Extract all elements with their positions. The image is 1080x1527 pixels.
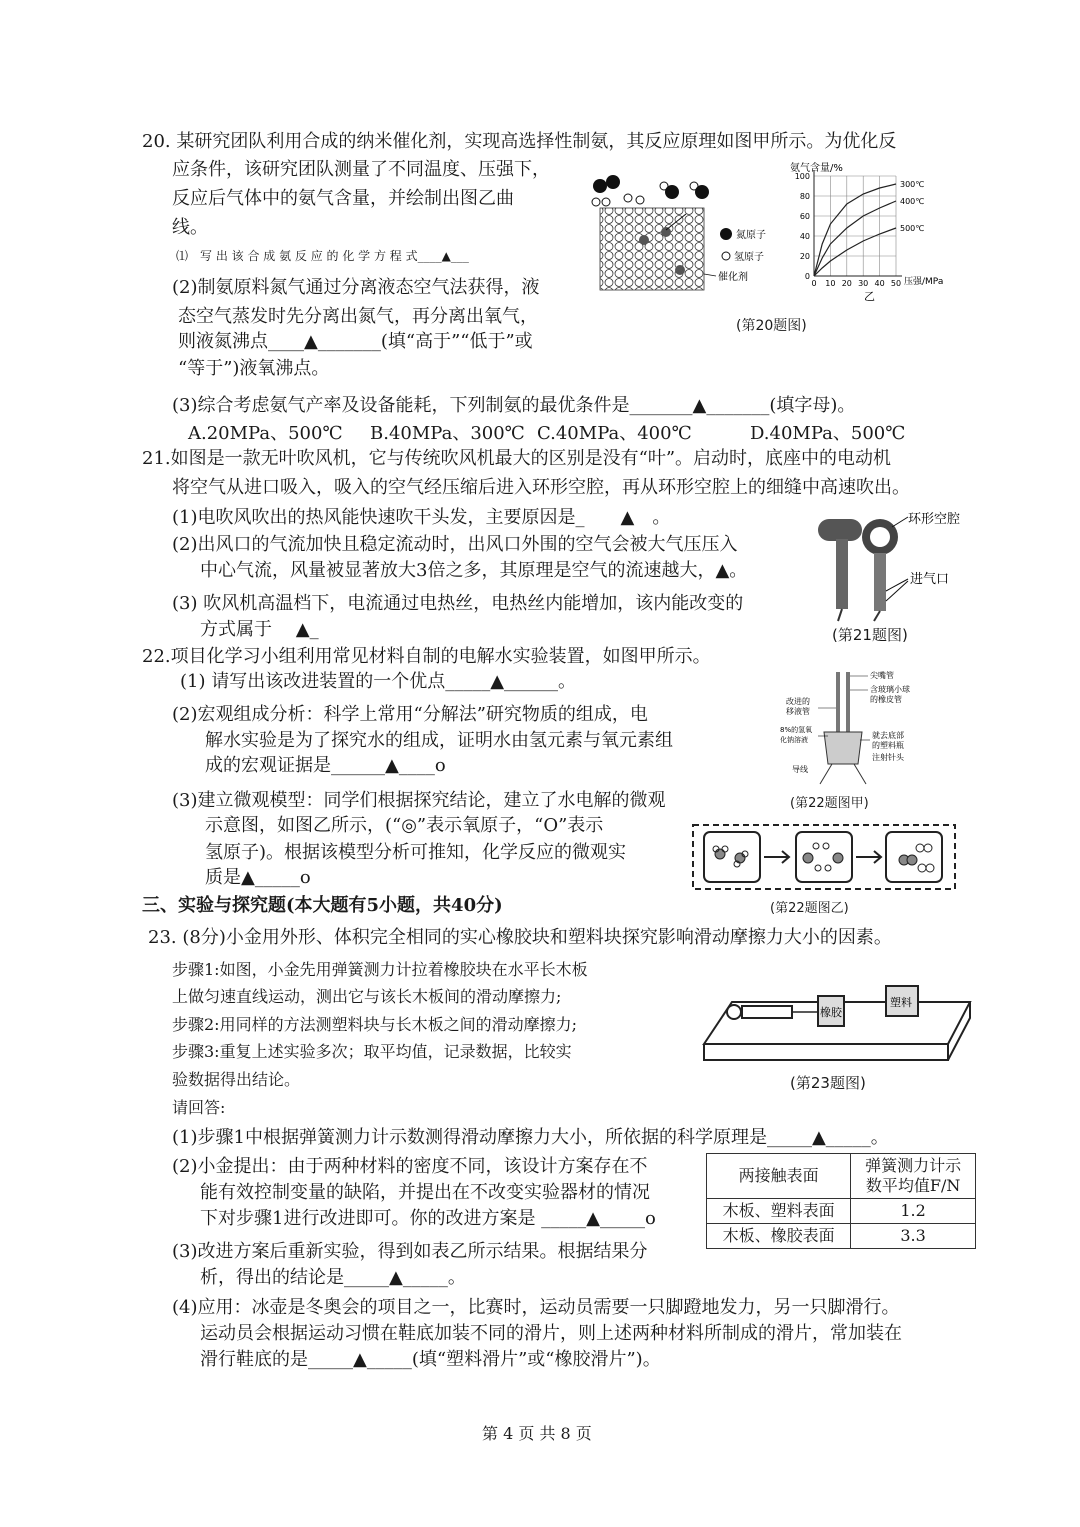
atoms-icon xyxy=(803,843,843,871)
hydrogen-atom-icon xyxy=(660,182,668,190)
catalyst-lattice xyxy=(600,208,704,290)
q20-part3: (3)综合考虑氨气产率及设备能耗，下列制氨的最优条件是_______▲_______(填字母)。 xyxy=(172,395,856,416)
chart-y-tick-label: 0 xyxy=(804,272,810,281)
q23-part2-line1: (2)小金提出：由于两种材料的密度不同，该设计方案存在不 xyxy=(172,1156,648,1177)
catalyst-label: 催化剂 xyxy=(718,272,748,283)
chart-y-tick-label: 100 xyxy=(794,172,810,181)
nitrogen-atom-icon xyxy=(661,227,671,237)
q20-figure-catalyst xyxy=(584,170,784,300)
table-row xyxy=(707,1199,976,1224)
chart-x-tick-label: 20 xyxy=(841,279,852,288)
table-cell-value: 3.3 xyxy=(851,1224,976,1249)
new-molecules-icon xyxy=(899,844,934,872)
chart-x-tick-label: 30 xyxy=(858,279,869,288)
nozzle-tube-right xyxy=(846,672,850,732)
q20-option-a: A.20MPa、500℃ xyxy=(188,423,343,444)
q20-option-b: B.40MPa、300℃ xyxy=(370,423,525,444)
q23-part3-line1: (3)改进方案后重新实验，得到如表乙所示结果。根据结果分 xyxy=(172,1241,648,1262)
q21-stem-line1: 21.如图是一款无叶吹风机，它与传统吹风机最大的区别是没有“叶”。启动时，底座中的电动机 xyxy=(142,448,892,469)
nozzle-tube-left xyxy=(836,672,840,732)
q22-part3-line3: 氢原子)。根据该模型分析可推知，化学反应的微观实 xyxy=(205,842,627,863)
device-label: 的橡皮管 xyxy=(870,695,902,704)
chart-x-tick-label: 0 xyxy=(811,279,817,288)
q20-part2-line2: 态空气蒸发时先分离出氮气，再分离出氧气， xyxy=(178,306,538,327)
legend-nitrogen-label: 氮原子 xyxy=(736,230,766,241)
table-cell-surface: 木板、橡胶表面 xyxy=(707,1224,851,1249)
plastic-block-label: 塑料 xyxy=(890,996,912,1009)
hydrogen-atom-icon xyxy=(624,194,632,202)
chart-x-tick-label: 40 xyxy=(874,279,885,288)
q21-part2-line1: (2)出风口的气流加快且稳定流动时，出风口外围的空气会被大气压压入 xyxy=(172,534,738,555)
q23-part4-line3: 滑行鞋底的是_____▲_____(填“塑料滑片”或“橡胶滑片”)。 xyxy=(200,1349,661,1370)
q20-stem-line1: 20. 某研究团队利用合成的纳米催化剂，实现高选择性制氨，其反应原理如图甲所示。为优化反 xyxy=(142,131,897,152)
wire-icon xyxy=(820,764,832,784)
q22-part3-line2: 示意图，如图乙所示，(“◎”表示氧原子，“O”表示 xyxy=(205,815,604,836)
q23-part2-line3: 下对步骤1进行改进即可。你的改进方案是 _____▲_____o xyxy=(200,1208,656,1229)
q23-figure-caption: (第23题图) xyxy=(790,1074,866,1092)
legend-hydrogen-label: 氢原子 xyxy=(734,252,764,263)
q22-micro-model-figure xyxy=(692,824,956,890)
q21-part2-line2: 中心气流，风量被显著放大3倍之多，其原理是空气的流速越大，▲。 xyxy=(200,560,748,581)
hydrogen-atom-icon xyxy=(602,198,610,206)
device-label: 尖嘴管 xyxy=(870,671,894,680)
q20-part2-line1: (2)制氨原料氮气通过分离液态空气法获得，液 xyxy=(172,277,540,298)
nitrogen-atom-icon xyxy=(639,235,649,245)
nitrogen-atom-icon xyxy=(593,179,607,193)
chart-series-label: 500℃ xyxy=(900,224,925,233)
device-label: 改进的 xyxy=(786,697,810,706)
q23-setup-figure xyxy=(698,982,976,1072)
table-row xyxy=(707,1224,976,1249)
device-label: 导线 xyxy=(792,765,808,774)
nitrogen-atom-icon xyxy=(606,175,620,189)
q22-figure-b-caption: (第22题图乙) xyxy=(770,901,849,916)
q23-part3-line2: 析，得出的结论是_____▲_____。 xyxy=(200,1267,466,1288)
q23-part4-line1: (4)应用：冰壶是冬奥会的项目之一，比赛时，运动员需要一只脚蹬地发力，另一只脚滑行。 xyxy=(172,1297,900,1318)
table-header-surface: 两接触表面 xyxy=(707,1154,851,1199)
chart-xlabel: 压强/MPa xyxy=(904,277,944,287)
nitrogen-atom-icon xyxy=(675,265,685,275)
q23-step1-line2: 上做匀速直线运动，测出它与该长木板间的滑动摩擦力; xyxy=(172,987,562,1006)
chart-y-tick-label: 80 xyxy=(799,192,810,201)
leader-line xyxy=(886,579,908,591)
hydrogen-atom-icon xyxy=(592,198,600,206)
q20-ammonia-chart xyxy=(780,158,960,306)
q22-part2-line3: 成的宏观证据是______▲____o xyxy=(205,755,446,776)
state-box xyxy=(704,832,760,882)
q22-device-figure xyxy=(780,668,950,790)
water-molecule-icon xyxy=(713,846,748,867)
q23-result-table xyxy=(706,1153,976,1249)
chart-y-tick-label: 60 xyxy=(799,212,810,221)
legend-hydrogen-icon xyxy=(722,252,730,260)
hair-dryer-side-icon xyxy=(818,519,862,621)
chart-x-tick-label: 10 xyxy=(825,279,836,288)
ring-cavity-label: 环形空腔 xyxy=(908,512,961,527)
chart-y-tick-label: 40 xyxy=(799,232,810,241)
device-label: 含玻璃小球 xyxy=(870,685,910,694)
q22-part1: (1) 请写出该改进装置的一个优点_____▲______。 xyxy=(180,671,577,692)
nitrogen-atom-icon xyxy=(665,185,679,199)
table-cell-surface: 木板、塑料表面 xyxy=(707,1199,851,1224)
legend-nitrogen-icon xyxy=(720,228,732,240)
q23-step3-line2: 验数据得出结论。 xyxy=(172,1070,301,1089)
q20-stem-line3: 反应后气体中的氨气含量，并绘制出图乙曲 xyxy=(172,188,514,209)
chart-x-tick-label: 50 xyxy=(890,279,902,288)
q23-step3-line1: 步骤3:重复上述实验多次；取平均值，记录数据，比较实 xyxy=(172,1042,572,1061)
hydrogen-atom-icon xyxy=(690,182,698,190)
q21-part1: (1)电吹风吹出的热风能快速吹干头发，主要原因是_ ▲ 。 xyxy=(172,507,671,528)
hair-dryer-front-icon xyxy=(862,519,898,621)
q23-ask: 请回答: xyxy=(172,1098,226,1117)
rubber-block-label: 橡胶 xyxy=(820,1006,842,1019)
q21-stem-line2: 将空气从进口吸入，吸入的空气经压缩后进入环形空腔，再从环形空腔上的细缝中高速吹出。 xyxy=(172,477,910,498)
chart-series-label: 400℃ xyxy=(900,197,925,206)
leader-line xyxy=(892,517,908,527)
chart-series-line xyxy=(814,184,896,276)
device-label: 注射针头 xyxy=(872,753,904,762)
leader-line xyxy=(886,581,908,601)
q21-hair-dryer-figure xyxy=(812,505,980,623)
q22-part2-line1: (2)宏观组成分析：科学上常用“分解法”研究物质的组成，电 xyxy=(172,704,648,725)
chart-panel-label: 乙 xyxy=(864,290,875,303)
q21-part3-line2: 方式属于 ▲_ xyxy=(200,619,319,640)
arrow-right-icon xyxy=(764,851,789,863)
q20-part1: ⑴ 写 出 该 合 成 氨 反 应 的 化 学 方 程 式____▲___ xyxy=(176,249,469,263)
q20-part2-line3: 则液氮沸点____▲_______(填“高于”“低于”或 xyxy=(178,331,533,352)
q23-part4-line2: 运动员会根据运动习惯在鞋底加装不同的滑片，则上述两种材料所制成的滑片，常加装在 xyxy=(200,1323,902,1344)
table-header-row xyxy=(707,1154,976,1199)
q20-part2-line4: “等于”)液氧沸点。 xyxy=(178,358,330,379)
hydrogen-atom-icon xyxy=(636,196,644,204)
device-label: 就去底部 xyxy=(872,731,904,740)
q22-stem: 22.项目化学习小组利用常见材料自制的电解水实验装置，如图甲所示。 xyxy=(142,646,711,667)
chart-y-tick-label: 20 xyxy=(799,252,810,261)
q21-figure-caption: (第21题图) xyxy=(832,626,908,644)
q23-step1-line1: 步骤1:如图，小金先用弹簧测力计拉着橡胶块在水平长木板 xyxy=(172,960,588,979)
device-label: 的塑料瓶 xyxy=(872,741,904,750)
plastic-bottle xyxy=(824,732,862,764)
nitrogen-atom-icon xyxy=(695,185,709,199)
page-footer: 第 4 页 共 8 页 xyxy=(482,1424,592,1443)
q23-step2: 步骤2:用同样的方法测塑料块与长木板之间的滑动摩擦力; xyxy=(172,1015,577,1034)
q23-part2-line2: 能有效控制变量的缺陷，并提出在不改变实验器材的情况 xyxy=(200,1182,650,1203)
wire-icon xyxy=(854,764,866,784)
device-label: 移液管 xyxy=(786,707,810,716)
chart-ylabel: 氨气含量/% xyxy=(790,163,843,174)
q20-figure-caption: (第20题图) xyxy=(736,318,807,334)
chart-series-label: 300℃ xyxy=(900,180,925,189)
arrow-right-icon xyxy=(856,851,881,863)
q23-stem: 23. (8分)小金用外形、体积完全相同的实心橡胶块和塑料块探究影响滑动摩擦力大小的因素。 xyxy=(148,927,892,948)
spring-scale-icon xyxy=(742,1006,792,1018)
q22-part2-line2: 解水实验是为了探究水的组成，证明水由氢元素与氧元素组 xyxy=(205,730,673,751)
leader-line xyxy=(704,274,716,276)
q20-option-c: C.40MPa、400℃ xyxy=(537,423,692,444)
q20-stem-line4: 线。 xyxy=(172,217,208,238)
q20-stem-line2: 应条件，该研究团队测量了不同温度、压强下， xyxy=(172,159,550,180)
section-3-heading: 三、实验与探究题(本大题有5小题，共40分) xyxy=(142,895,503,916)
spring-scale-ring-icon xyxy=(727,1005,741,1019)
q22-part3-line1: (3)建立微观模型：同学们根据探究结论，建立了水电解的微观 xyxy=(172,790,666,811)
device-label: 化钠溶液 xyxy=(780,736,808,744)
q20-option-d: D.40MPa、500℃ xyxy=(750,423,906,444)
q23-part1: (1)步骤1中根据弹簧测力计示数测得滑动摩擦力大小，所依据的科学原理是_____▲_____。 xyxy=(172,1127,889,1148)
q22-figure-a-caption: (第22题图甲) xyxy=(790,796,869,811)
q21-part3-line1: (3) 吹风机高温档下，电流通过电热丝，电热丝内能增加，该内能改变的 xyxy=(172,593,744,614)
air-inlet-label: 进气口 xyxy=(910,572,950,587)
table-cell-value: 1.2 xyxy=(851,1199,976,1224)
device-label: 8%的氢氧 xyxy=(780,726,813,734)
table-header-force: 弹簧测力计示 数平均值F/N xyxy=(851,1154,976,1199)
q22-part3-line4: 质是▲_____o xyxy=(205,867,311,888)
